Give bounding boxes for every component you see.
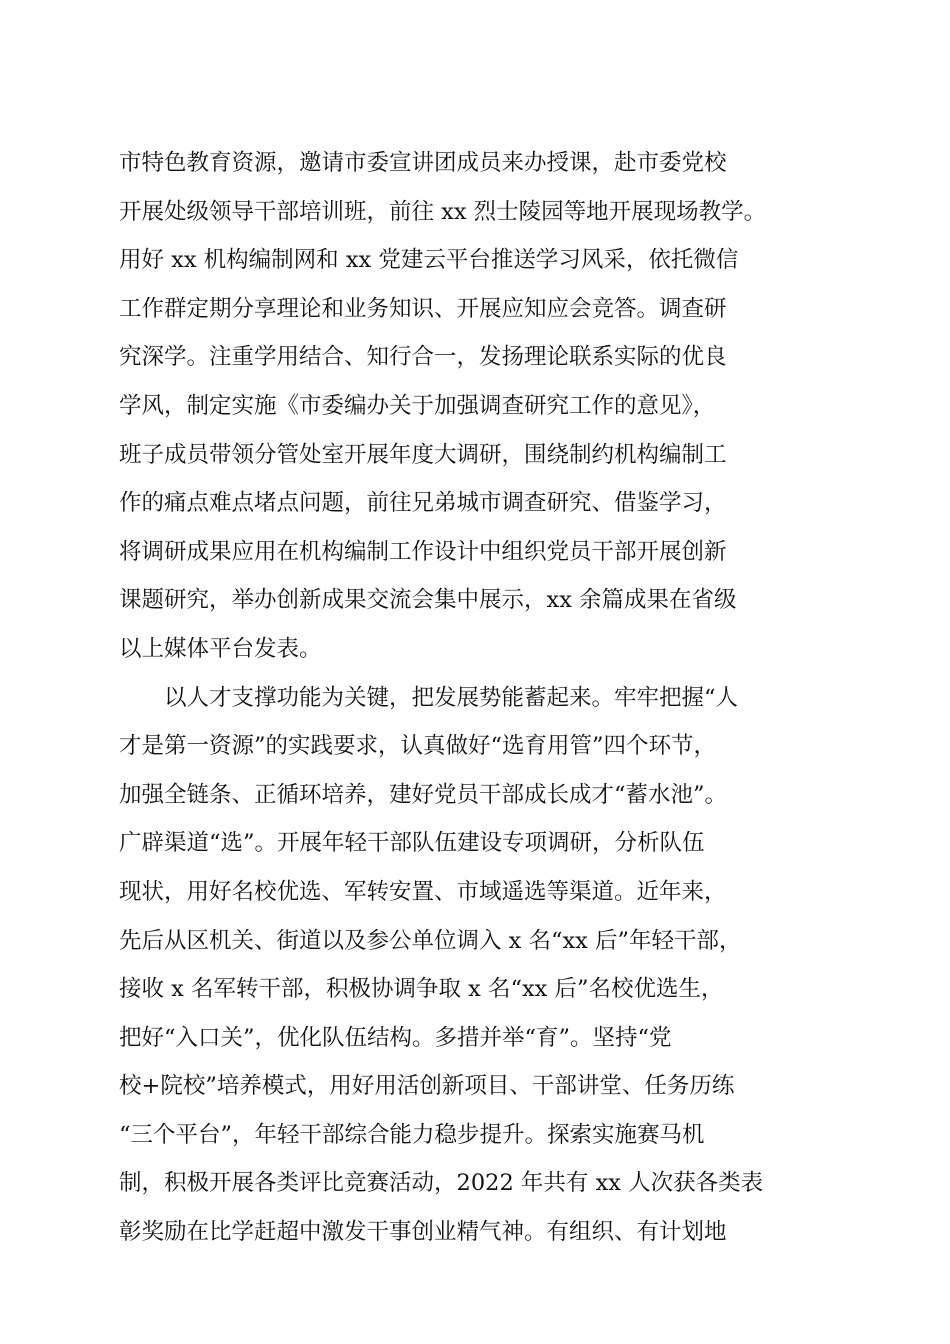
text-line: 学风，制定实施《市委编办关于加强调查研究工作的意见》， [119, 392, 716, 419]
text-line: “三个平台”，年轻干部综合能力稳步提升。探索实施赛马机 [119, 1121, 705, 1148]
text-line: 加强全链条、正循环培养，建好党员干部成长成才“蓄水池”。 [119, 781, 728, 808]
document-body [119, 139, 831, 1257]
text-line: 广辟渠道“选”。开展年轻干部队伍建设专项调研，分析队伍 [119, 830, 705, 857]
text-line: 才是第一资源”的实践要求，认真做好“选育用管”四个环节， [119, 733, 717, 760]
text-line: 究深学。注重学用结合、知行合一，发扬理论联系实际的优良 [119, 344, 727, 371]
paragraph-2 [119, 674, 831, 1257]
text-line: 现状，用好名校优选、军转安置、市域遥选等渠道。近年来， [119, 878, 727, 905]
paragraph-1 [119, 139, 831, 674]
text-line: 开展处级领导干部培训班，前往 xx 烈士陵园等地开展现场教学。 [119, 198, 767, 225]
text-line: 工作群定期分享理论和业务知识、开展应知应会竞答。调查研 [119, 295, 727, 322]
text-line: 市特色教育资源，邀请市委宣讲团成员来办授课，赴市委党校 [119, 150, 727, 176]
text-line: 以上媒体平台发表。 [119, 635, 322, 662]
text-line: 校+院校”培养模式，用好用活创新项目、干部讲堂、任务历练 [119, 1073, 735, 1100]
text-line: 课题研究，举办创新成果交流会集中展示，xx 余篇成果在省级 [119, 587, 737, 614]
text-line: 把好“入口关”，优化队伍结构。多措并举“育”。坚持“党 [119, 1024, 672, 1051]
text-line: 制，积极开展各类评比竞赛活动，2022 年共有 xx 人次获各类表 [119, 1170, 764, 1197]
text-line: 作的痛点难点堵点问题，前往兄弟城市调查研究、借鉴学习， [119, 490, 727, 517]
text-line: 用好 xx 机构编制网和 xx 党建云平台推送学习风采，依托微信 [119, 247, 739, 274]
text-line: 接收 x 名军转干部，积极协调争取 x 名“xx 后”名校优选生， [119, 976, 724, 1003]
text-line: 班子成员带领分管处室开展年度大调研，围绕制约机构编制工 [119, 441, 727, 468]
text-line: 以人才支撑功能为关键，把发展势能蓄起来。牢牢把握“人 [164, 684, 739, 711]
text-line: 彰奖励在比学赶超中激发干事创业精气神。有组织、有计划地 [119, 1219, 727, 1246]
text-line: 先后从区机关、街道以及参公单位调入 x 名“xx 后”年轻干部， [119, 927, 742, 954]
text-line: 将调研成果应用在机构编制工作设计中组织党员干部开展创新 [119, 538, 727, 565]
